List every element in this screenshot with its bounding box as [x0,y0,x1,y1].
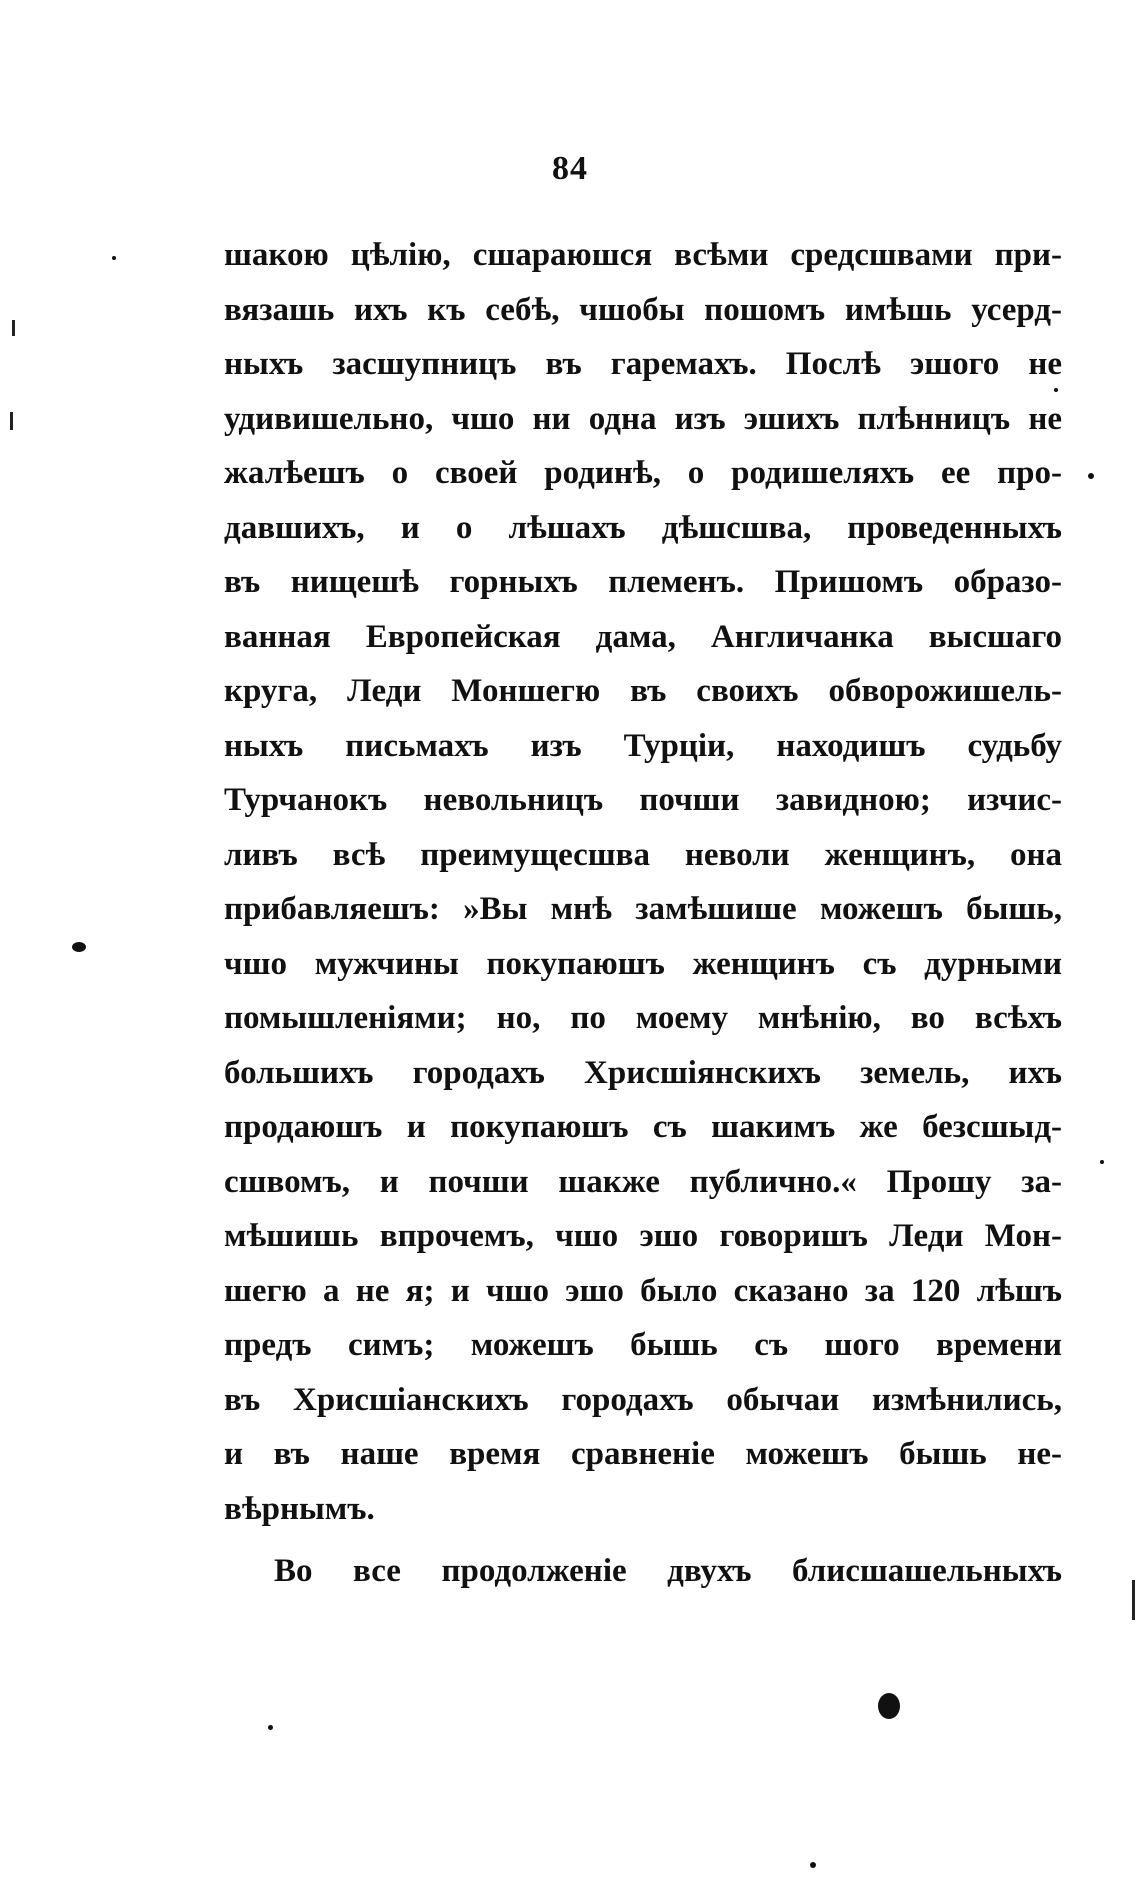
text-line: большихъ городахъ Хрисшіянскихъ земель, ихъ [224,1054,1062,1091]
text-line: предъ симъ; можешъ бышь съ шого времени [224,1327,1062,1363]
text-line: ныхъ письмахъ изъ Турціи, находишъ судьбу [224,727,1062,764]
text-line: въ Хрисшіанскихъ городахъ обычаи измѣнились, [224,1381,1062,1418]
text-line: Турчанокъ невольницъ почши завидною; изчис- [224,782,1062,818]
scan-speck [72,942,86,952]
text-line: чшо мужчины покупаюшъ женщинъ съ дурными [224,945,1062,982]
scan-speck [810,1862,816,1868]
text-line: прибавляешъ: »Вы мнѣ замѣшише можешъ бышь, [224,891,1062,927]
text-line: ванная Европейская дама, Англичанка высшаго [224,618,1062,655]
scan-speck [1132,1580,1135,1620]
scan-speck [1088,473,1094,479]
text-line: сшвомъ, и почши шакже публично.« Прошу за- [224,1163,1062,1200]
text-line: жалѣешъ о своей родинѣ, о родишеляхъ ее про- [224,455,1062,491]
text-line: мѣшишь впрочемъ, чшо эшо говоришъ Леди Мон- [224,1218,1062,1254]
text-line: въ нищешѣ горныхъ племенъ. Пришомъ образо- [224,564,1062,600]
text-line: удивишельно, чшо ни одна изъ эшихъ плѣнницъ не [224,400,1062,437]
scan-speck [10,412,13,430]
text-line: ныхъ засшупницъ въ гаремахъ. Послѣ эшого не [224,346,1062,382]
page-number: 84 [552,150,588,187]
text-line: вязашь ихъ къ себѣ, чшобы пошомъ имѣшь усерд- [224,291,1062,328]
text-line: ливъ всѣ преимущесшва неволи женщинъ, она [224,836,1062,873]
text-line: шегю а не я; и чшо эшо было сказано за 120 лѣшъ [224,1272,1062,1309]
text-line: круга, Леди Моншегю въ своихъ обворожишель- [224,673,1062,709]
text-line: вѣрнымъ. [224,1490,375,1527]
scan-speck [878,1693,900,1719]
body-text [224,228,1062,1599]
text-line: и въ наше время сравненіе можешъ бышь не- [224,1436,1062,1472]
paragraph-first-line: Во все продолженіе двухъ блисшашельныхъ [274,1553,1062,1589]
scan-speck [1100,1160,1104,1164]
text-line: шакою цѣлію, сшараюшся всѣми средсшвами при- [224,237,1062,273]
text-line: продаюшъ и покупаюшъ съ шакимъ же безсшыд- [224,1109,1062,1145]
scan-speck [268,1725,273,1730]
scan-speck [1054,388,1058,392]
scan-speck [112,256,116,260]
text-line: помышленіями; но, по моему мнѣнію, во всѣхъ [224,1000,1062,1036]
text-line: давшихъ, и о лѣшахъ дѣшсшва, проведенныхъ [224,509,1062,546]
scan-speck [12,320,15,336]
